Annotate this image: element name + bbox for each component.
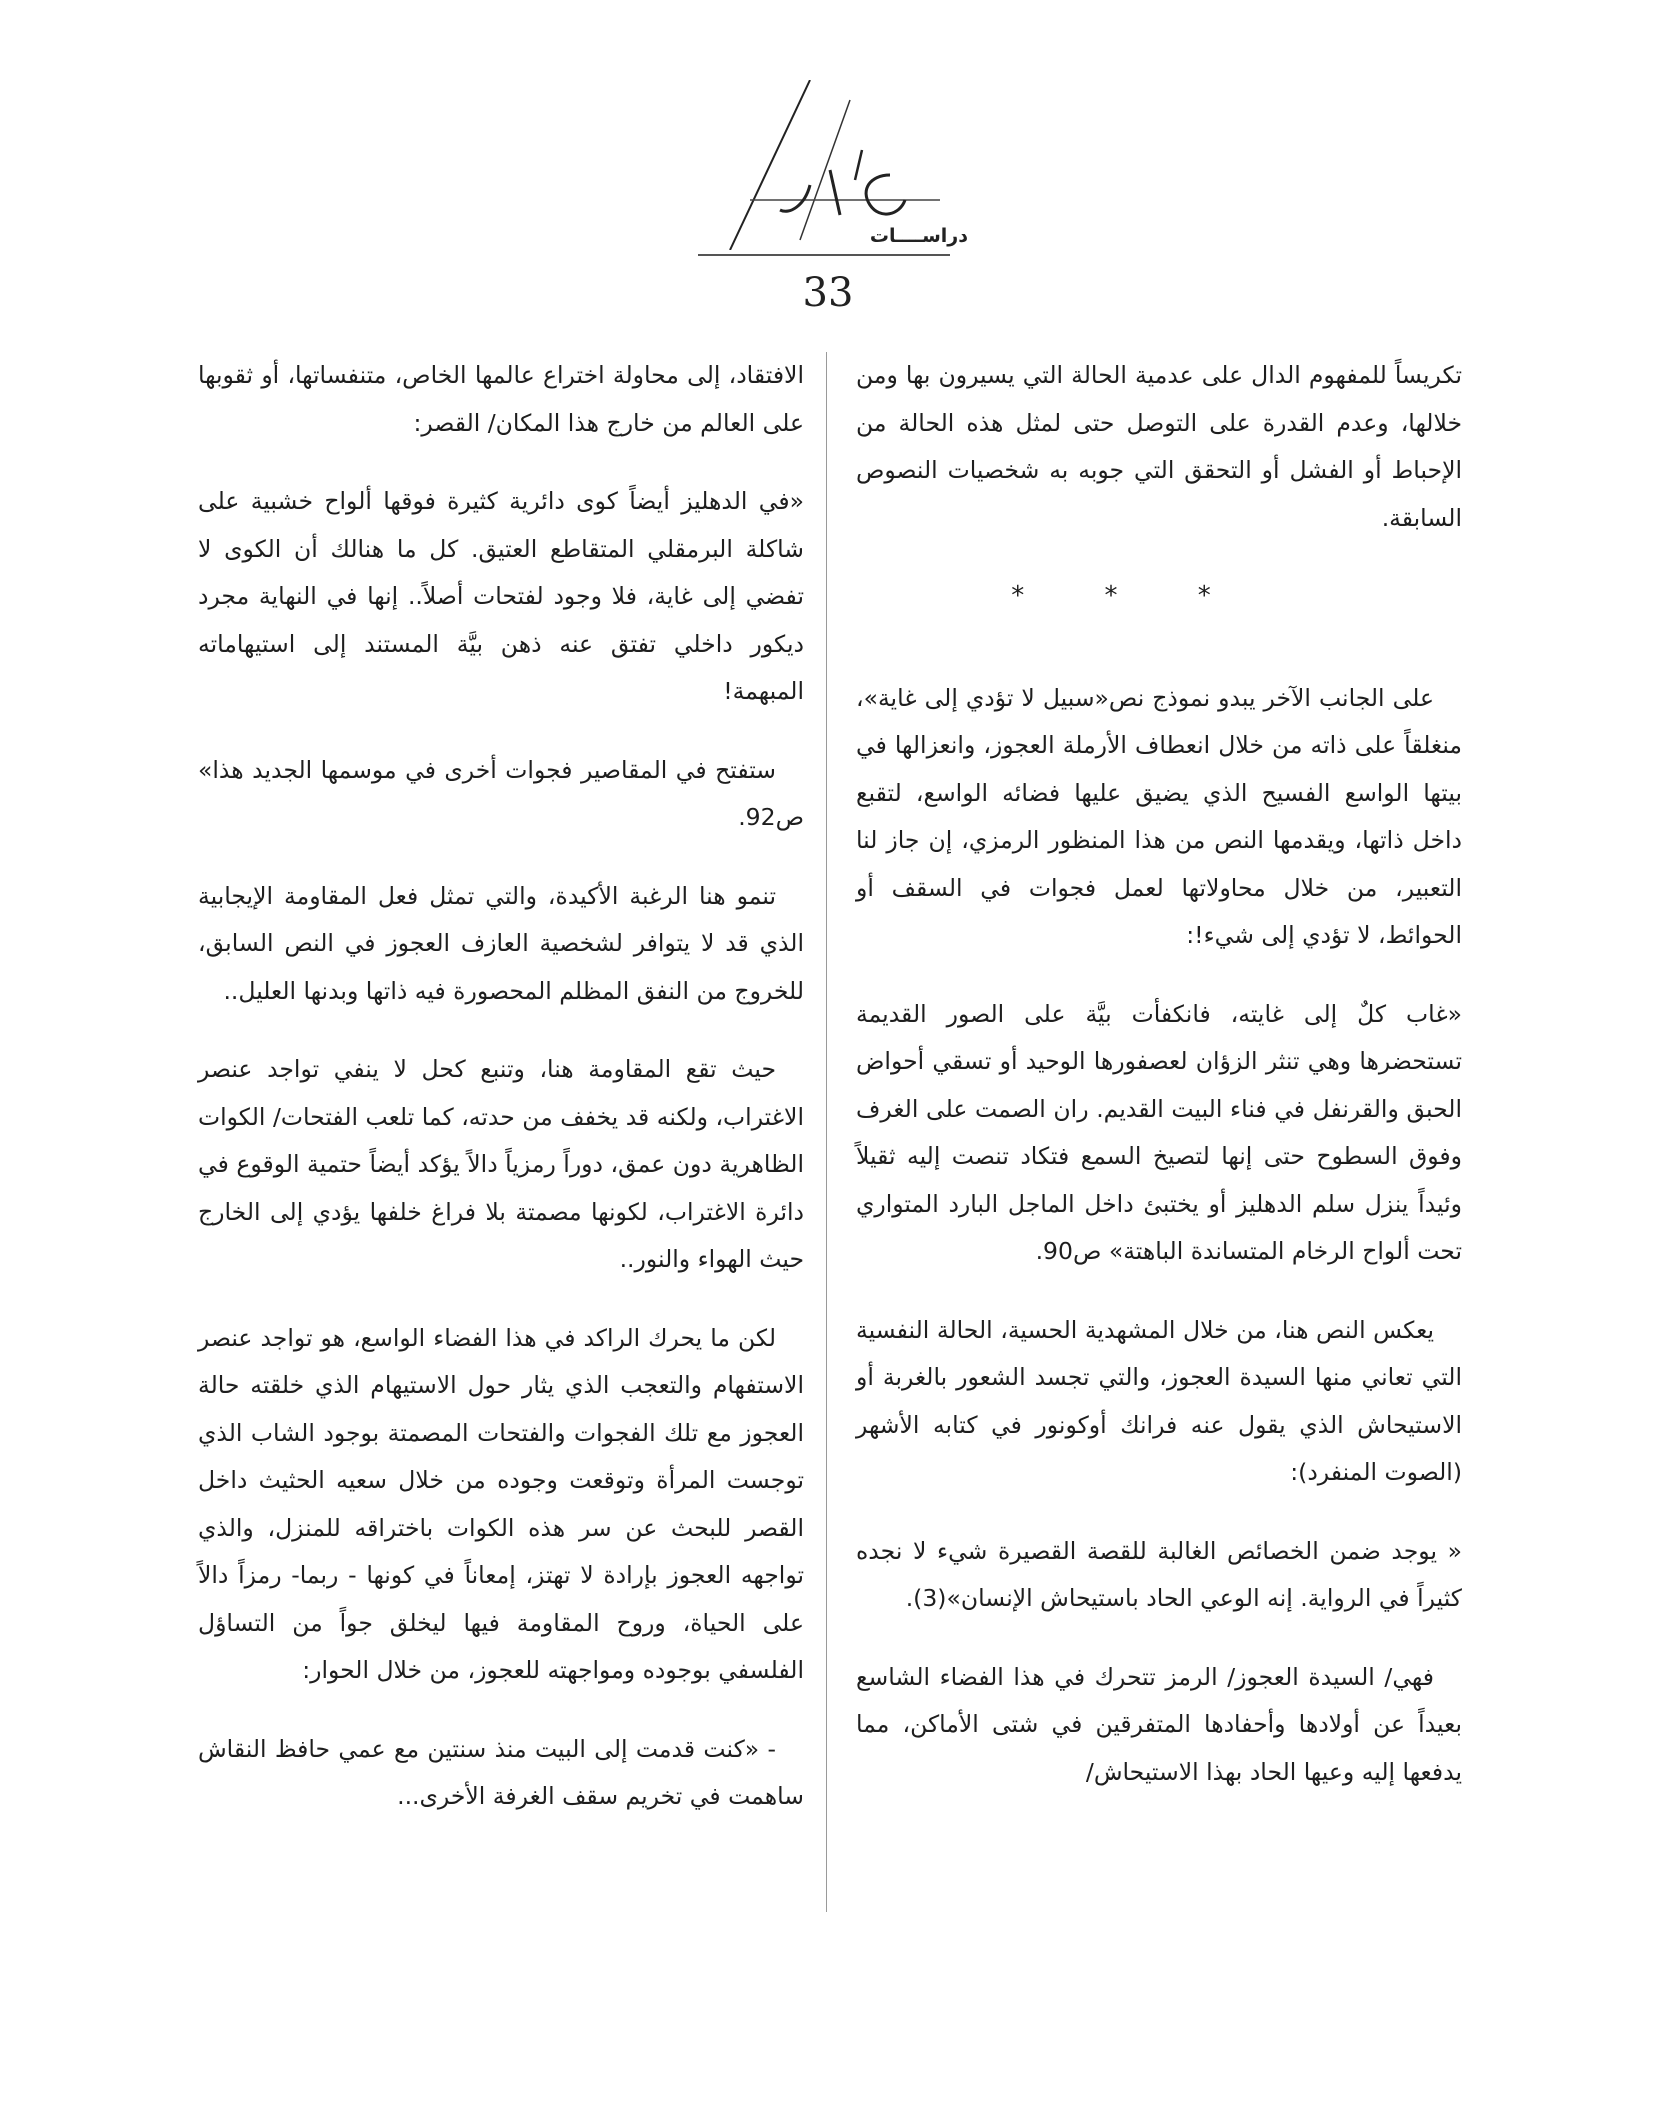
paragraph: حيث تقع المقاومة هنا، وتنبع كحل لا ينفي تواجد عنصر الاغتراب، ولكنه قد يخفف من حدته، كما تلعب الفتحات/ الكوات الظاهرية دون عمق، دوراً رمزياً دالاً يؤكد أيضاً حتمية الوقوع في دائرة الاغتراب، لكونها مصمتة بلا فراغ خلفها يؤدي إلى الخارج حيث الهواء والنور.. <box>198 1055 804 1273</box>
paragraph: فهي/ السيدة العجوز/ الرمز تتحرك في هذا الفضاء الشاسع بعيداً عن أولادها وأحفادها المتفرقين في شتى الأماكن، مما يدفعها إليه وعيها الحاد بهذا الاستيحاش/ <box>856 1662 1462 1786</box>
paragraph: تكريساً للمفهوم الدال على عدمية الحالة التي يسيرون بها ومن خلالها، وعدم القدرة على التوصل حتى لمثل هذه الحالة من الإحباط أو الفشل أو التحقق التي جوبه به شخصيات النصوص السابقة. <box>856 361 1462 532</box>
right-column <box>856 352 1462 1827</box>
quote-paragraph: «غاب كلٌ إلى غايته، فانكفأت بيَّة على الصور القديمة تستحضرها وهي تنثر الزؤان لعصفورها الوحيد أو تسقي أحواض الحبق والقرنفل في فناء البيت القديم. ران الصمت على الغرف وفوق السطوح حتى إنها لتصيخ السمع فتكاد تنصت إليه ثقيلاً وئيداً ينزل سلم الدهليز أو يختبئ داخل الماجل البارد المتواري تحت ألواح الرخام المتساندة الباهتة» ص90. <box>856 999 1462 1265</box>
quote-paragraph: « يوجد ضمن الخصائص الغالبة للقصة القصيرة شيء لا نجده كثيراً في الرواية. إنه الوعي الحاد باستيحاش الإنسان»(3). <box>856 1536 1462 1612</box>
quote-paragraph: ستفتح في المقاصير فجوات أخرى في موسمها الجديد هذا» ص92. <box>198 755 804 831</box>
quote-paragraph: - «كنت قدمت إلى البيت منذ سنتين مع عمي حافظ النقاش ساهمت في تخريم سقف الغرفة الأخرى... <box>198 1734 804 1810</box>
header-rule <box>698 254 950 256</box>
quote-paragraph: «في الدهليز أيضاً كوى دائرية كثيرة فوقها ألواح خشبية على شاكلة البرمقلي المتقاطع العتيق. كل ما هنالك أن الكوى لا تفضي إلى غاية، فلا وجود لفتحات أصلاً.. إنها في النهاية مجرد ديكور داخلي تفتق عنه ذهن بيَّة المستند إلى استيهاماته المبهمة! <box>198 487 804 705</box>
page-number: 33 <box>802 270 854 316</box>
paragraph: يعكس النص هنا، من خلال المشهدية الحسية، الحالة النفسية التي تعاني منها السيدة العجوز، والتي تجسد الشعور بالغربة أو الاستيحاش الذي يقول عنه فرانك أوكونور في كتابه الأشهر (الصوت المنفرد): <box>856 1315 1462 1486</box>
section-label: دراســــات <box>869 225 968 247</box>
section-separator: * * * <box>1011 581 1247 611</box>
paragraph: لكن ما يحرك الراكد في هذا الفضاء الواسع، هو تواجد عنصر الاستفهام والتعجب الذي يثار حول الاستيهام الذي خلقته حالة العجوز مع تلك الفجوات والفتحات المصمتة بوجود الشاب الذي توجست المرأة وتوقعت وجوده من خلال سعيه الحثيث داخل القصر للبحث عن سر هذه الكوات باختراقه للمنزل، والذي تواجهه العجوز بإرادة لا تهتز، إمعاناً في كونها - ربما- رمزاً دالاً على الحياة، وروح المقاومة فيها ليخلق جواً من التساؤل الفلسفي بوجوده ومواجهته للعجوز، من خلال الحوار: <box>198 1323 804 1684</box>
paragraph: على الجانب الآخر يبدو نموذج نص«سبيل لا تؤدي إلى غاية»، منغلقاً على ذاته من خلال انعطاف الأرملة العجوز، وانعزالها في بيتها الواسع الفسيح الذي يضيق عليها فضائه الواسع، لتقبع داخل ذاتها، ويقدمها النص من هذا المنظور الرمزي، إن جاز لنا التعبير، من خلال محاولاتها لعمل فجوات في السقف أو الحوائط، لا تؤدي إلى شيء!: <box>856 683 1462 949</box>
page-header <box>690 80 990 316</box>
paragraph: الافتقاد، إلى محاولة اختراع عالمها الخاص، متنفساتها، أو ثقوبها على العالم من خارج هذا المكان/ القصر: <box>198 361 804 437</box>
column-divider <box>826 352 827 1912</box>
left-column <box>198 352 804 1852</box>
paragraph: تنمو هنا الرغبة الأكيدة، والتي تمثل فعل المقاومة الإيجابية الذي قد لا يتوافر لشخصية العازف العجوز في النص السابق، للخروج من النفق المظلم المحصورة فيه ذاتها وبدنها العليل.. <box>198 881 804 1005</box>
